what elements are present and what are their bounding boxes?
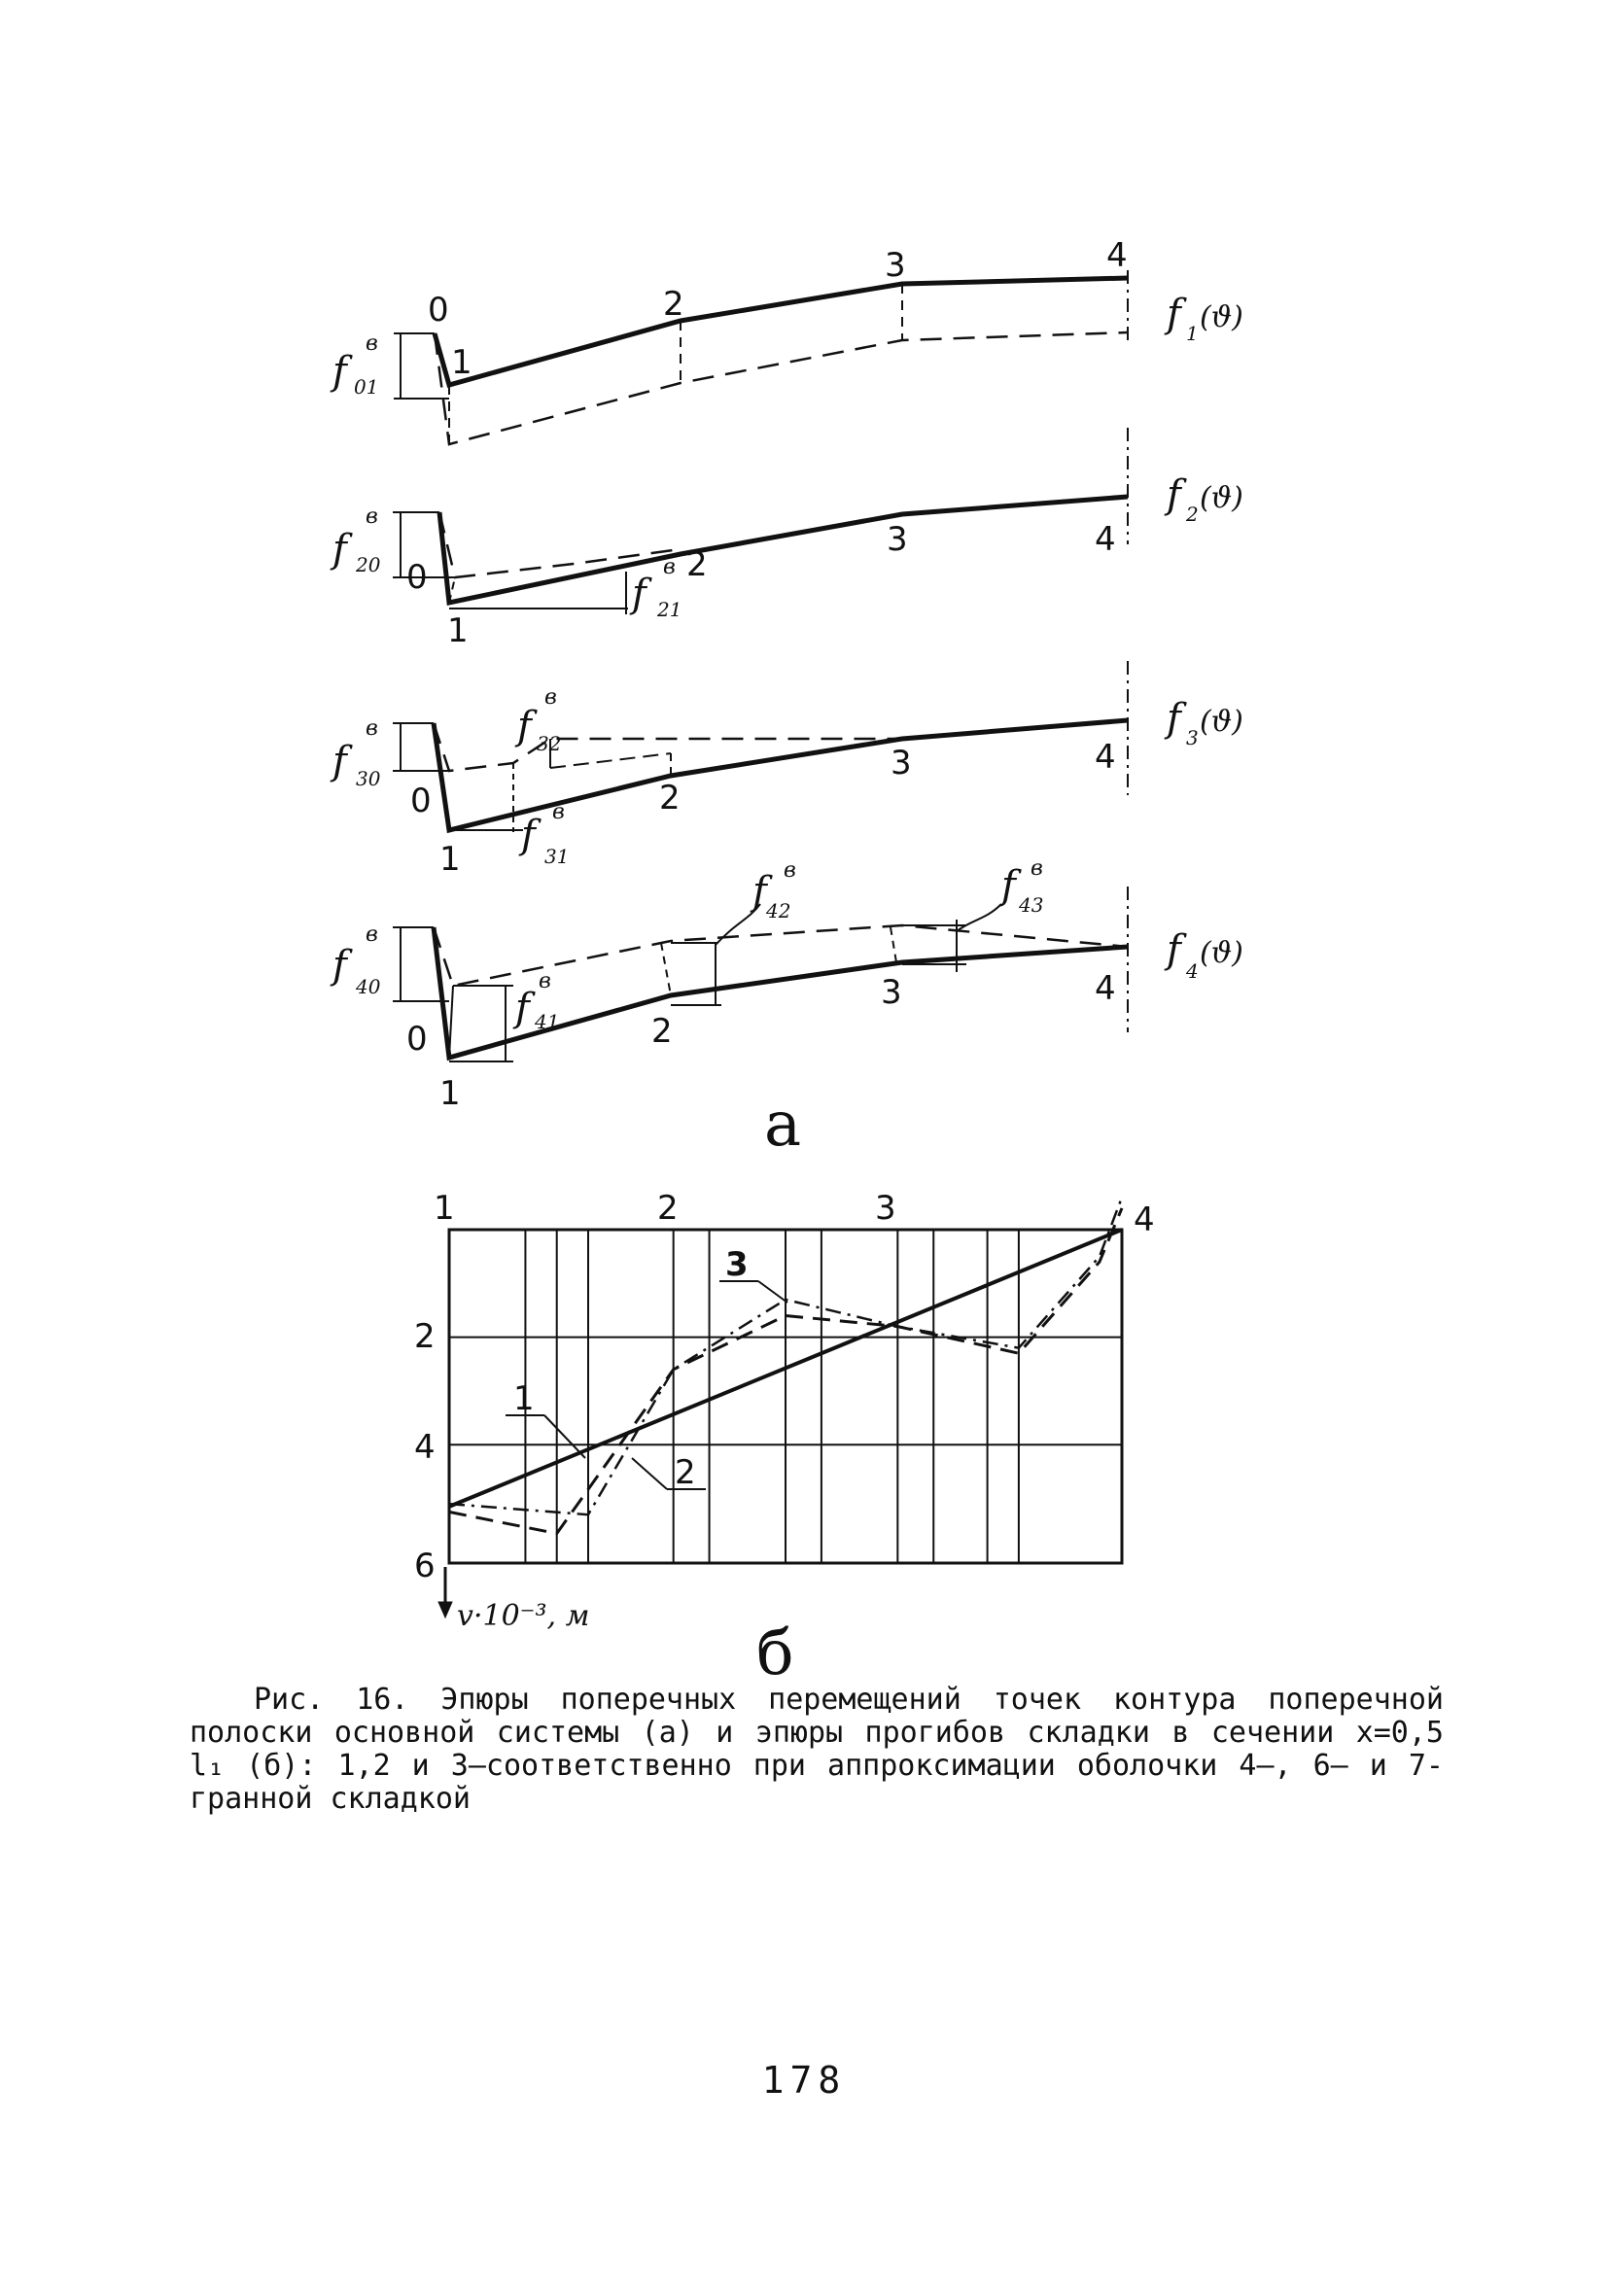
dim-sup: в [366, 922, 378, 947]
function-label: f [1167, 292, 1181, 336]
dim-main: f [332, 527, 347, 572]
figure-caption [190, 1684, 1444, 1816]
point-label: 2 [651, 1012, 673, 1051]
dim-sub: 31 [544, 845, 570, 868]
x-tick-label: 4 [1134, 1200, 1155, 1239]
point-label: 2 [663, 285, 684, 324]
diagram-f3-labels [330, 685, 1243, 879]
point-label: 2 [659, 779, 681, 818]
dim-sub: 01 [354, 375, 379, 399]
function-subscript: 4 [1186, 959, 1199, 983]
point-label: 2 [686, 545, 708, 584]
curve-label-2: 2 [675, 1453, 696, 1492]
dim-sup: в [366, 331, 378, 356]
x-tick-label: 1 [434, 1189, 455, 1228]
caption-text: Рис. 16. Эпюры поперечных перемещений точек контура поперечной полоски основной системы (а) и эпюры прогибов складки в сечении x=0,5 l₁ (б): 1,2 и 3–соответственно при аппроксимации оболочки 4–, 6– и 7-гранной складкой [190, 1683, 1444, 1816]
dim-sub: 43 [1019, 893, 1044, 917]
chart-b [414, 1189, 1155, 1633]
chart-curve-labels [506, 1245, 787, 1492]
dim-sup: в [539, 969, 551, 993]
point-label: 3 [891, 744, 912, 783]
curve-label-3: 3 [725, 1245, 749, 1284]
chart-grid [449, 1230, 1122, 1563]
function-subscript: 1 [1186, 322, 1199, 345]
diagram-f1 [394, 270, 1128, 444]
diagram-f2 [393, 428, 1128, 614]
function-label: f [1167, 927, 1181, 972]
x-tick-label: 3 [875, 1189, 896, 1228]
dim-main: f [332, 349, 347, 394]
point-label: 3 [887, 520, 908, 559]
y-tick-label: 2 [414, 1317, 436, 1356]
chart-x-tick-labels [434, 1189, 1155, 1239]
y-axis-label: v·10⁻³, м [457, 1599, 590, 1633]
dim-sub: 20 [356, 553, 381, 576]
chart-y-arrow [438, 1567, 452, 1618]
point-label: 0 [428, 291, 449, 330]
function-subscript: 3 [1186, 726, 1199, 749]
point-label: 4 [1095, 738, 1116, 777]
function-argument: (ϑ) [1200, 705, 1243, 739]
dim-sub: 42 [766, 899, 791, 922]
dim-sup: в [544, 685, 557, 710]
dim-sup: в [366, 504, 378, 529]
dim-sup: в [552, 800, 565, 824]
diagram-f1-labels [330, 236, 1243, 399]
point-label: 3 [885, 246, 906, 285]
point-label: 0 [406, 1020, 428, 1059]
dim-sup: в [663, 555, 676, 579]
function-label: f [1167, 472, 1181, 517]
dim-main: f [752, 869, 767, 914]
point-label: 4 [1106, 236, 1128, 275]
dim-sup: в [366, 716, 378, 741]
dim-main: f [1001, 863, 1016, 908]
function-label: f [1167, 696, 1181, 741]
point-label: 1 [439, 840, 461, 879]
dim-sup: в [784, 858, 796, 883]
point-label: 1 [447, 611, 469, 650]
dim-sub: 40 [356, 975, 381, 998]
page-number: 178 [761, 2059, 847, 2102]
chart-y-tick-labels [414, 1317, 436, 1585]
dim-sub: 41 [535, 1010, 560, 1033]
function-subscript: 2 [1186, 503, 1199, 526]
function-argument: (ϑ) [1200, 300, 1243, 334]
dim-main: f [517, 704, 532, 748]
dim-main: f [332, 943, 347, 988]
dim-main: f [515, 986, 530, 1030]
function-argument: (ϑ) [1200, 936, 1243, 970]
diagram-f3 [393, 661, 1128, 832]
y-tick-label: 6 [414, 1547, 436, 1585]
point-label: 1 [451, 343, 472, 382]
dim-main: f [632, 572, 647, 616]
dim-main: f [521, 813, 536, 857]
panel-label-b: б [756, 1618, 794, 1689]
dim-sub: 30 [356, 767, 381, 790]
point-label: 1 [439, 1074, 461, 1113]
panel-label-a: а [764, 1089, 802, 1161]
dim-sup: в [1031, 856, 1043, 881]
curve-label-1: 1 [513, 1379, 535, 1418]
function-argument: (ϑ) [1200, 481, 1243, 515]
dim-sub: 32 [537, 732, 562, 755]
point-label: 3 [881, 973, 902, 1012]
x-tick-label: 2 [657, 1189, 679, 1228]
point-label: 4 [1095, 520, 1116, 559]
y-tick-label: 4 [414, 1428, 436, 1467]
dim-main: f [332, 739, 347, 783]
point-label: 0 [406, 558, 428, 597]
point-label: 4 [1095, 969, 1116, 1008]
dim-sub: 21 [657, 598, 682, 621]
point-label: 0 [410, 782, 432, 820]
